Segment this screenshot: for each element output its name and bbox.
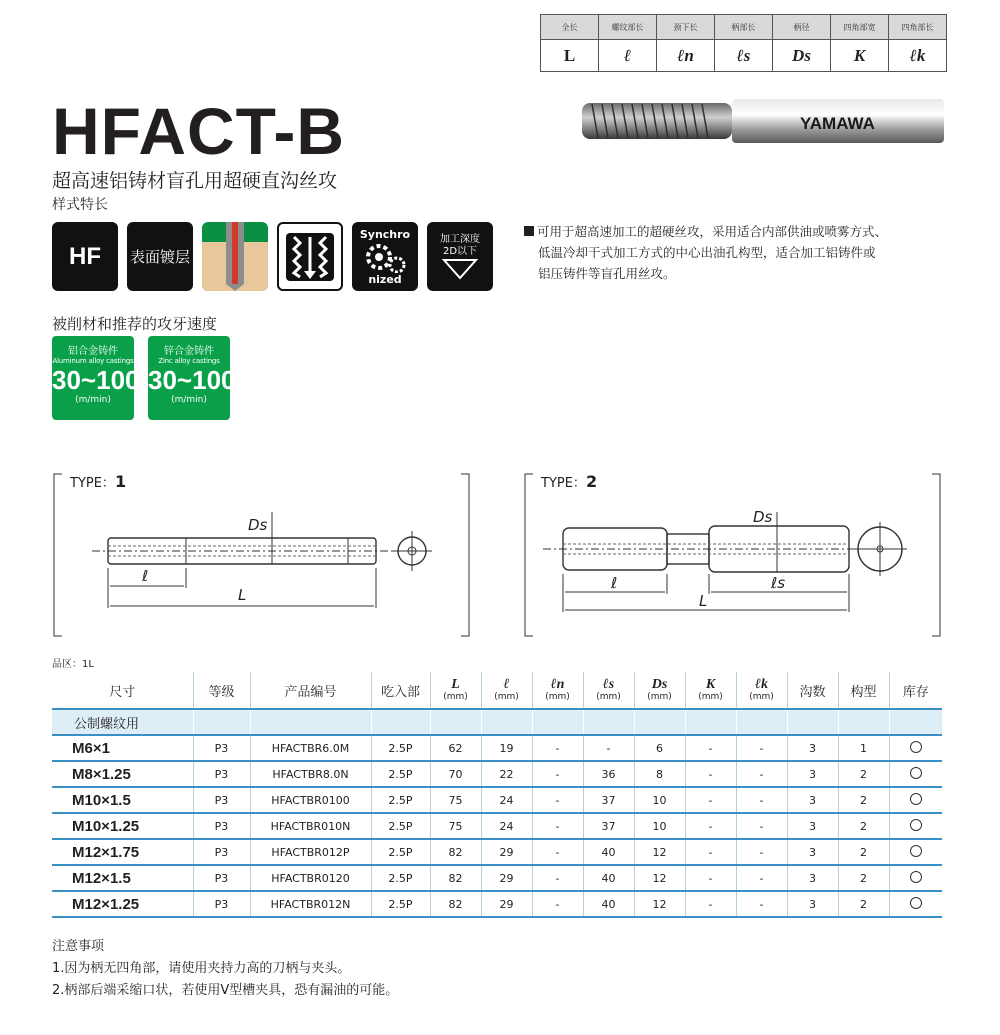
legend-header: 螺纹部长 [599,15,657,40]
table-cell: 62 [430,735,481,761]
header-unit: (mm) [647,692,672,702]
header-unit: (mm) [494,692,519,702]
table-cell: - [532,865,583,891]
header-symbol: ℓn [550,677,565,692]
table-cell: 2 [838,813,889,839]
legend-header: 柄径 [773,15,831,40]
table-row [52,813,942,839]
table-row [52,891,942,917]
table-cell: - [736,839,787,865]
header-unit: (mm) [596,692,621,702]
legend-symbol: Ds [773,40,831,72]
table-cell: - [685,761,736,787]
product-title: HFACT-B [52,94,345,168]
col-header-l [430,672,481,709]
table-cell: 75 [430,813,481,839]
col-header-ds [634,672,685,709]
table-cell: 3 [787,787,838,813]
table-cell: 82 [430,891,481,917]
table-cell: 75 [430,787,481,813]
table-cell: P3 [193,839,250,865]
table-cell: 82 [430,839,481,865]
table-cell: - [685,787,736,813]
header-symbol: ℓs [602,677,615,692]
table-cell: 37 [583,787,634,813]
legend-header: 四角部宽 [831,15,889,40]
table-row [52,735,942,761]
symbol-legend-table [540,14,947,72]
col-header-shank-length [583,672,634,709]
legend-header: 颈下长 [657,15,715,40]
speed-badges [52,336,236,420]
speed-unit: (m/min) [171,395,207,405]
table-cell: 2.5P [371,787,430,813]
dim-l: L [699,592,708,610]
speed-value: 30~100 [148,365,236,395]
dim-l-small: ℓ [142,567,149,585]
table-cell: HFACTBR0100 [250,787,371,813]
col-header-code: 产品编号 [250,672,371,709]
product-description [524,221,954,284]
table-cell: 2.5P [371,735,430,761]
in-stock-circle-icon [910,741,922,753]
in-stock-circle-icon [910,819,922,831]
table-cell: HFACTBR6.0M [250,735,371,761]
table-cell: - [532,813,583,839]
legend-symbol: ℓs [715,40,773,72]
table-cell: 8 [634,761,685,787]
legend-header: 柄部长 [715,15,773,40]
table-cell: 10 [634,787,685,813]
legend-symbol: K [831,40,889,72]
depth-text-1: 加工深度 [440,233,480,245]
type-1-diagram [52,472,471,638]
in-stock-circle-icon [910,793,922,805]
col-header-size: 尺寸 [52,672,193,709]
dim-ls: ℓs [771,574,786,592]
header-symbol: ℓ [503,677,510,692]
type-prefix: TYPE： [541,476,586,491]
header-unit: (mm) [749,692,774,702]
table-cell: HFACTBR8.0N [250,761,371,787]
material-name-en: Zinc alloy castings [158,357,220,365]
feature-icons [52,222,493,291]
col-header-stock: 库存 [889,672,942,709]
table-cell: 1 [838,735,889,761]
table-cell: - [736,865,787,891]
stock-cell [889,891,942,917]
type-number: 2 [585,472,598,491]
note-item: 2.柄部后端采缩口状，若使用V型槽夹具，恐有漏油的可能。 [52,983,399,998]
group-label: 公制螺纹用 [52,709,193,735]
table-cell: 3 [787,761,838,787]
col-header-flutes: 沟数 [787,672,838,709]
table-cell: 3 [787,865,838,891]
table-cell: 2.5P [371,839,430,865]
table-cell: 24 [481,813,532,839]
speed-value: 30~100 [52,365,140,395]
table-row [52,761,942,787]
table-cell: 40 [583,891,634,917]
table-cell: 24 [481,787,532,813]
table-cell: 10 [634,813,685,839]
table-cell: P3 [193,787,250,813]
col-header-thread-length [481,672,532,709]
speed-badge-zinc [148,336,236,420]
table-cell: 2 [838,865,889,891]
header-symbol: K [705,677,716,692]
header-unit: (mm) [698,692,723,702]
legend-header: 全长 [541,15,599,40]
stock-cell [889,839,942,865]
product-subtitle: 超高速铝铸材盲孔用超硬直沟丝攻 [52,170,338,192]
table-row [52,787,942,813]
table-cell: - [685,865,736,891]
col-header-type: 构型 [838,672,889,709]
material-name: 铝合金铸件 [68,346,118,357]
table-cell: 2 [838,761,889,787]
table-cell: 29 [481,891,532,917]
hf-icon: HF [52,222,118,291]
stock-cell [889,787,942,813]
table-cell: 3 [787,813,838,839]
table-cell: P3 [193,735,250,761]
table-cell: - [736,813,787,839]
coolant-hole-icon [202,222,268,291]
table-cell: - [685,891,736,917]
table-cell: 2.5P [371,813,430,839]
col-header-neck-length [532,672,583,709]
header-symbol: ℓk [755,677,768,692]
table-cell: P3 [193,865,250,891]
table-row [52,865,942,891]
brand-mark: YAMAWA [800,114,875,133]
type-2-diagram [523,472,942,638]
dim-ds: Ds [753,508,773,526]
speed-section-label: 被削材和推荐的攻牙速度 [52,315,218,333]
straight-flute-icon [277,222,343,291]
material-name-en: Aluminum alloy castings [52,357,134,365]
in-stock-circle-icon [910,871,922,883]
desc-line-3: 铝压铸件等盲孔用丝攻。 [538,266,676,281]
table-cell: 12 [634,839,685,865]
note-item: 1.因为柄无四角部，请使用夹持力高的刀柄与夹头。 [52,961,351,976]
legend-symbol: L [541,40,599,72]
table-cell: M12×1.5 [52,865,193,891]
header-symbol: L [451,677,460,692]
table-cell: 2.5P [371,891,430,917]
dim-ds: Ds [248,516,268,534]
table-cell: - [736,735,787,761]
depth-2d-icon [427,222,493,291]
material-name: 锌合金铸件 [164,346,214,357]
table-cell: 12 [634,891,685,917]
table-cell: M10×1.25 [52,813,193,839]
table-cell: 2.5P [371,865,430,891]
table-cell: 3 [787,839,838,865]
col-header-lk [736,672,787,709]
spec-table [52,672,942,918]
table-cell: 70 [430,761,481,787]
table-cell: - [685,735,736,761]
table-cell: P3 [193,891,250,917]
table-cell: HFACTBR010N [250,813,371,839]
table-cell: 29 [481,865,532,891]
stock-cell [889,865,942,891]
table-cell: M10×1.5 [52,787,193,813]
dim-l: L [238,586,247,604]
header-unit: (mm) [545,692,570,702]
synchro-top-text: Synchro [359,227,411,241]
legend-symbol: ℓ [599,40,657,72]
table-cell: 2 [838,787,889,813]
table-cell: - [736,761,787,787]
table-cell: 2.5P [371,761,430,787]
notes-title: 注意事项 [52,939,105,954]
table-cell: M6×1 [52,735,193,761]
features-label: 样式特长 [52,197,108,213]
table-cell: M12×1.75 [52,839,193,865]
table-cell: - [685,813,736,839]
col-header-chamfer: 吃入部 [371,672,430,709]
table-cell: M8×1.25 [52,761,193,787]
table-cell: 29 [481,839,532,865]
stock-cell [889,735,942,761]
table-cell: - [532,787,583,813]
synchro-bottom-text: nized [368,272,402,286]
type-number: 1 [114,472,127,491]
table-cell: M12×1.25 [52,891,193,917]
in-stock-circle-icon [910,767,922,779]
table-cell: 82 [430,865,481,891]
table-cell: - [583,735,634,761]
desc-line-2: 低温冷却干式加工方式的中心出油孔构型，适合加工铝铸件或 [538,245,876,260]
table-cell: 19 [481,735,532,761]
speed-unit: (m/min) [75,395,111,405]
table-cell: P3 [193,761,250,787]
table-cell: 3 [787,891,838,917]
legend-symbol: ℓk [889,40,947,72]
table-cell: 3 [787,735,838,761]
depth-text-2: 2D以下 [442,245,478,257]
speed-badge-aluminum [52,336,140,420]
header-unit: (mm) [443,692,468,702]
stock-cell [889,813,942,839]
table-cell: 36 [583,761,634,787]
notes [52,936,398,1002]
table-cell: 2 [838,839,889,865]
table-cell: HFACTBR012P [250,839,371,865]
legend-symbol: ℓn [657,40,715,72]
desc-line-1: 可用于超高速加工的超硬丝攻，采用适合内部供油或喷雾方式、 [537,224,888,239]
synchro-icon [352,222,418,291]
tap-product-image [582,95,944,153]
col-header-grade: 等级 [193,672,250,709]
bullet-square-icon [524,226,534,236]
table-cell: - [532,891,583,917]
type-2-label [541,472,597,491]
area-label: 品区：1L [52,659,94,670]
in-stock-circle-icon [910,845,922,857]
table-cell: HFACTBR0120 [250,865,371,891]
header-symbol: Ds [651,677,668,692]
table-cell: 37 [583,813,634,839]
table-cell: - [532,735,583,761]
table-cell: - [532,839,583,865]
dim-l-small: ℓ [611,574,618,592]
table-cell: 40 [583,839,634,865]
stock-cell [889,761,942,787]
table-cell: - [532,761,583,787]
surface-coating-icon: 表面镀层 [127,222,193,291]
table-cell: - [736,787,787,813]
table-cell: HFACTBR012N [250,891,371,917]
col-header-k [685,672,736,709]
in-stock-circle-icon [910,897,922,909]
table-cell: 40 [583,865,634,891]
table-cell: 22 [481,761,532,787]
table-cell: - [685,839,736,865]
table-cell: - [736,891,787,917]
table-cell: 6 [634,735,685,761]
table-cell: 2 [838,891,889,917]
legend-header: 四角部长 [889,15,947,40]
type-prefix: TYPE： [70,476,115,491]
type-1-label [70,472,126,491]
table-cell: P3 [193,813,250,839]
table-cell: 12 [634,865,685,891]
table-row [52,839,942,865]
